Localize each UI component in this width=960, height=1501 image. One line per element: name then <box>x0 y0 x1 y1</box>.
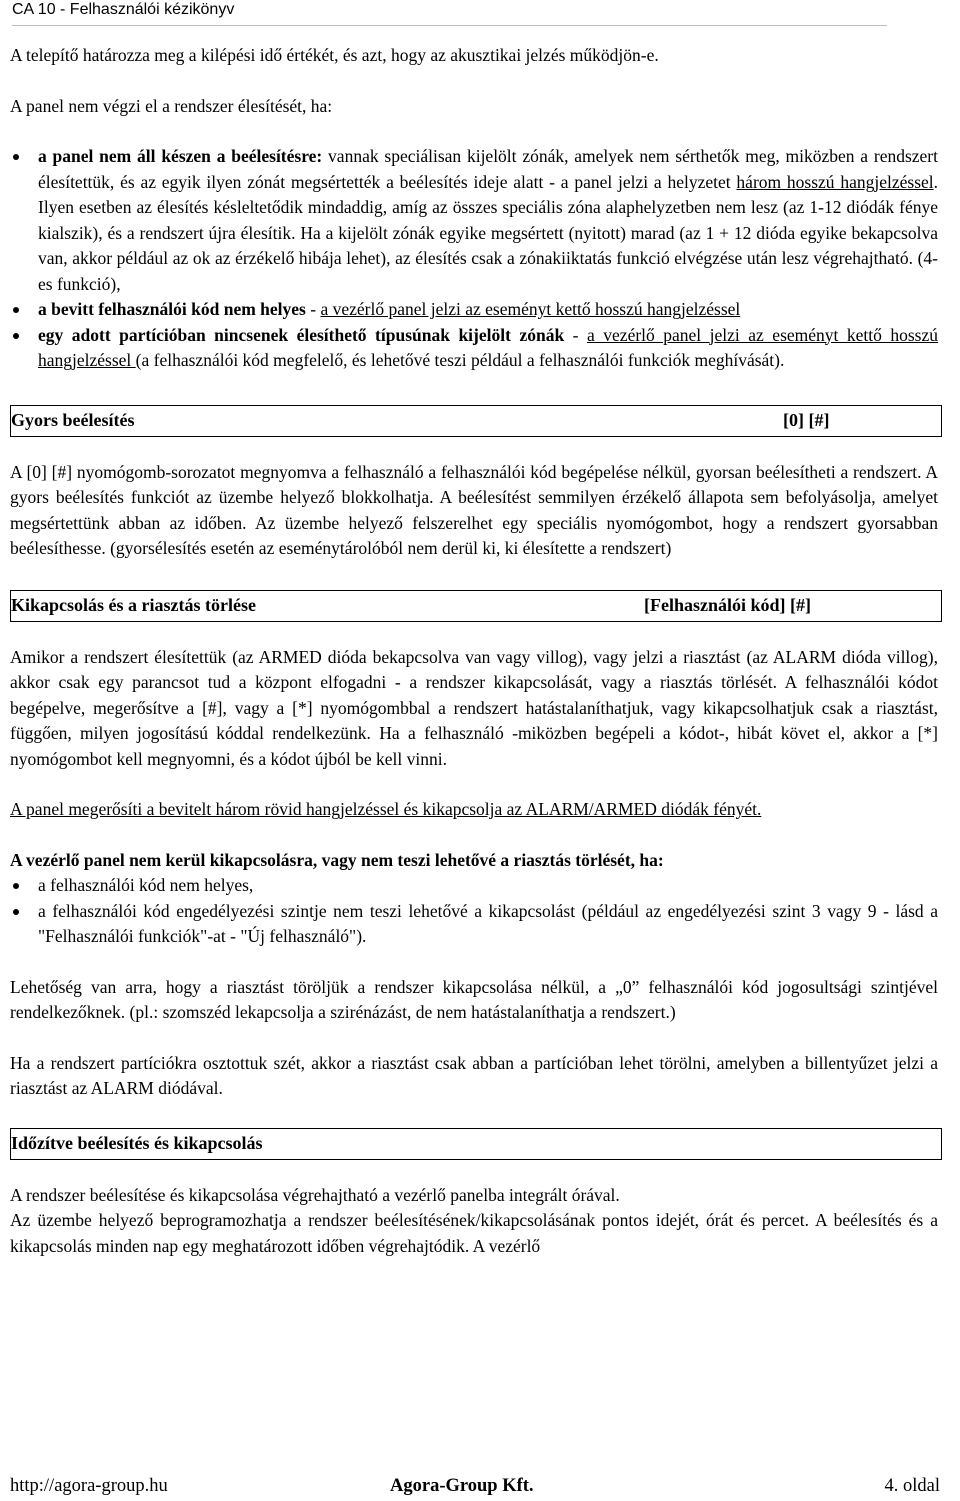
list-item: a felhasználói kód nem helyes, <box>10 873 938 899</box>
list-item <box>10 297 938 323</box>
page-content <box>10 43 938 1259</box>
disarm-paragraph: Amikor a rendszert élesítettük (az ARMED dióda bekapcsolva van vagy villog), vagy jelzi a riasztást (az ALARM dióda villog), akkor csak egy parancsot tud a központ elfogadni - a rendszer kikapcsolását, vagy a riasztás törlését. A felhasználói kódot begépelve, megerősítve a [#], vagy a [*] nyomógombbal a rendszert hatástalaníthatjuk, vagy kikapcsolhatjuk csak a riasztást, függően, milyen jogosítású kóddal rendelkezünk. Ha a felhasználó -miközben begépeli a kódot-, hibát követ el, akkor a [*] nyomógombot kell megnyomni, és a kódot újból be kell vinni. <box>10 646 938 769</box>
body-text: - <box>305 299 321 319</box>
no-disarm-heading: A vezérlő panel nem kerül kikapcsolásra, vagy nem teszi lehetővé a riasztás törlését, ha: <box>10 849 664 870</box>
section-title: Időzítve beélesítés és kikapcsolás <box>11 1132 263 1153</box>
body-text: (a felhasználói kód megfelelő, és lehetővé teszi például a felhasználói funkciók meghívását). <box>135 350 785 370</box>
document-title: CA 10 - Felhasználói kézikönyv <box>12 1 235 18</box>
bold-text: a bevitt felhasználói kód nem helyes <box>38 299 306 319</box>
conditions-heading: A panel nem végzi el a rendszer élesítését, ha: <box>10 95 333 116</box>
body-text: vannak speciálisan kijelölt zónák, amelyek nem sérthetők meg, miközben a rendszert élesítettük, és az egyik ilyen zónát megsértették a beélesítés ideje alatt - a panel jelzi a helyzetet <box>38 146 939 192</box>
running-header <box>12 0 887 26</box>
list-item <box>10 323 938 374</box>
body-text: - <box>564 324 588 345</box>
section-heading-disarm <box>10 590 942 622</box>
intro-paragraph: A telepítő határozza meg a kilépési idő értékét, és azt, hogy az akusztikai jelzés működjön-e. <box>10 45 659 65</box>
page-footer <box>10 1474 940 1500</box>
underlined-text: a vezérlő panel jelzi az eseményt kettő hosszú hangjelzéssel <box>320 299 741 319</box>
footer-company: Agora-Group Kft. <box>390 1476 534 1496</box>
no-disarm-list <box>10 873 938 950</box>
quick-arming-paragraph: A [0] [#] nyomógomb-sorozatot megnyomva a felhasználó a felhasználói kód begépelése nélkül, gyorsan beélesítheti a rendszert. A gyors beélesítés funkciót az üzembe helyező blokkolhatja. A beélesítést semmilyen érzékelő állapota sem befolyásolja, amelyet megsértettünk abban az időben. Az üzembe helyező felszerelhet egy speciális nyomógombot, hogy a rendszert gyorsabban beélesíthesse. (gyorsélesítés esetén az eseménytárolóból nem derül ki, ki élesítette a rendszert) <box>10 461 938 558</box>
section-title: Kikapcsolás és a riasztás törlése <box>11 594 256 615</box>
section-heading-quick-arming <box>10 405 942 437</box>
partition-paragraph: Ha a rendszert partíciókra osztottuk szét, akkor a riasztást csak abban a partícióban lehet törölni, amelyben a billentyűzet jelzi a riasztást az ALARM diódával. <box>10 1052 938 1098</box>
conditions-list <box>10 144 938 374</box>
bold-text: a panel nem áll készen a beélesítésre: <box>38 146 323 166</box>
section-keys: [Felhasználói kód] [#] <box>644 594 812 615</box>
footer-page-number: 4. oldal <box>884 1476 940 1496</box>
timed-arming-paragraph-2: Az üzembe helyező beprogramozhatja a rendszer beélesítésének/kikapcsolásának pontos idejét, órát és percet. A beélesítés és a kikapcsolás minden nap egy meghatározott időben végrehajtódik. A vezérlő <box>10 1210 938 1256</box>
footer-url: http://agora-group.hu <box>10 1476 168 1496</box>
underlined-text: három hosszú hangjelzéssel <box>736 171 934 192</box>
section-heading-timed-arming <box>10 1128 942 1160</box>
confirmation-paragraph: A panel megerősíti a bevitelt három rövid hangjelzéssel és kikapcsolja az ALARM/ARMED diódák fényét. <box>10 799 762 819</box>
section-title: Gyors beélesítés <box>11 409 135 430</box>
bold-text: egy adott partícióban nincsenek élesíthető típusúnak kijelölt zónák <box>38 324 565 345</box>
section-keys: [0] [#] <box>783 409 830 430</box>
underlined-text: a vezérlő panel jelzi az eseményt kettő hosszú hangjelzéssel <box>38 324 939 370</box>
body-text: . Ilyen esetben az élesítés késleltetődik mindaddig, amíg az összes speciális zóna alaphelyzetben nem lesz (az 1-12 diódák fénye kialszik), és a rendszert újra élesítik. Ha a kijelölt zónák egyike megsértett (nyitott) marad (az 1 + 12 dióda egyike bekapcsolva van, akkor például az ok az érzékelő hibája lehet), az élesítés csak a zónakiiktatás funkció elvégzése után lesz végrehajtható. (4-es funkció), <box>38 171 939 294</box>
alarm-clear-paragraph: Lehetőség van arra, hogy a riasztást töröljük a rendszer kikapcsolása nélkül, a „0” felhasználói kód jogosultsági szintjével rendelkezőknek. (pl.: szomszéd lekapcsolja a szirénázást, de nem hatástalaníthatja a rendszert.) <box>10 976 938 1022</box>
list-item: a felhasználói kód engedélyezési szintje nem teszi lehetővé a kikapcsolást (például az engedélyezési szint 3 vagy 9 - lásd a "Felhasználói funkciók"-at - "Új felhasználó"). <box>10 899 938 950</box>
timed-arming-paragraph-1: A rendszer beélesítése és kikapcsolása végrehajtható a vezérlő panelba integrált órával. <box>10 1184 620 1205</box>
list-item <box>10 144 938 297</box>
